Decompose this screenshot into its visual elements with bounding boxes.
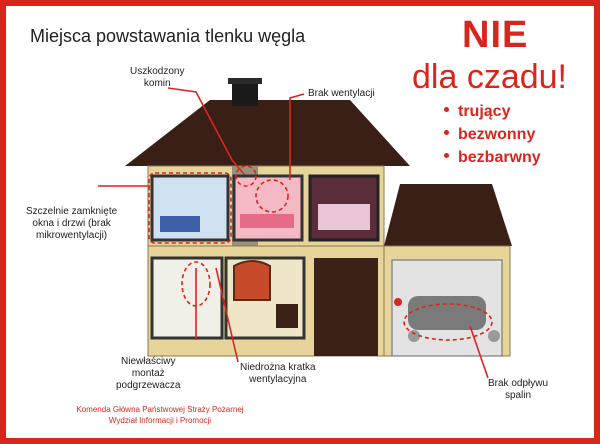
- property-item: bezbarwny: [444, 146, 541, 169]
- label-grille: Niedrożna kratka wentylacyjna: [240, 362, 316, 385]
- exhaust-smoke-icon: [488, 330, 500, 342]
- main-roof: [125, 100, 410, 166]
- garage-roof: [384, 184, 512, 246]
- label-chimney: Uszkodzony komin: [130, 66, 185, 89]
- label-exhaust: Brak odpływu spalin: [488, 378, 549, 401]
- footer-credit: Komenda Główna Państwowej Straży Pożarnej Wydział Informacji i Promocji: [76, 405, 244, 425]
- slogan-dla-czadu: dla czadu!: [412, 58, 567, 96]
- kitchen-window: [152, 258, 222, 338]
- label-heater: Niewłaściwy montaż podgrzewacza: [116, 356, 181, 391]
- label-windows: Szczelnie zamknięte okna i drzwi (brak mikrowentylacji): [26, 206, 118, 241]
- bed-icon: [160, 216, 200, 232]
- property-item: bezwonny: [444, 123, 541, 146]
- slogan-nie: NIE: [462, 14, 529, 56]
- label-ventilation: Brak wentylacji: [308, 88, 375, 99]
- chimney-cap: [228, 78, 262, 84]
- diagram-title: Miejsca powstawania tlenku węgla: [30, 26, 306, 46]
- bathtub-icon: [240, 214, 294, 228]
- fire-extinguisher-icon: [394, 298, 402, 306]
- car-icon: [408, 296, 486, 330]
- fireplace-icon: [234, 261, 270, 300]
- front-door: [314, 258, 378, 356]
- armchair-icon: [276, 304, 298, 328]
- property-item: trujący: [444, 100, 541, 123]
- bed-icon-right: [318, 204, 370, 230]
